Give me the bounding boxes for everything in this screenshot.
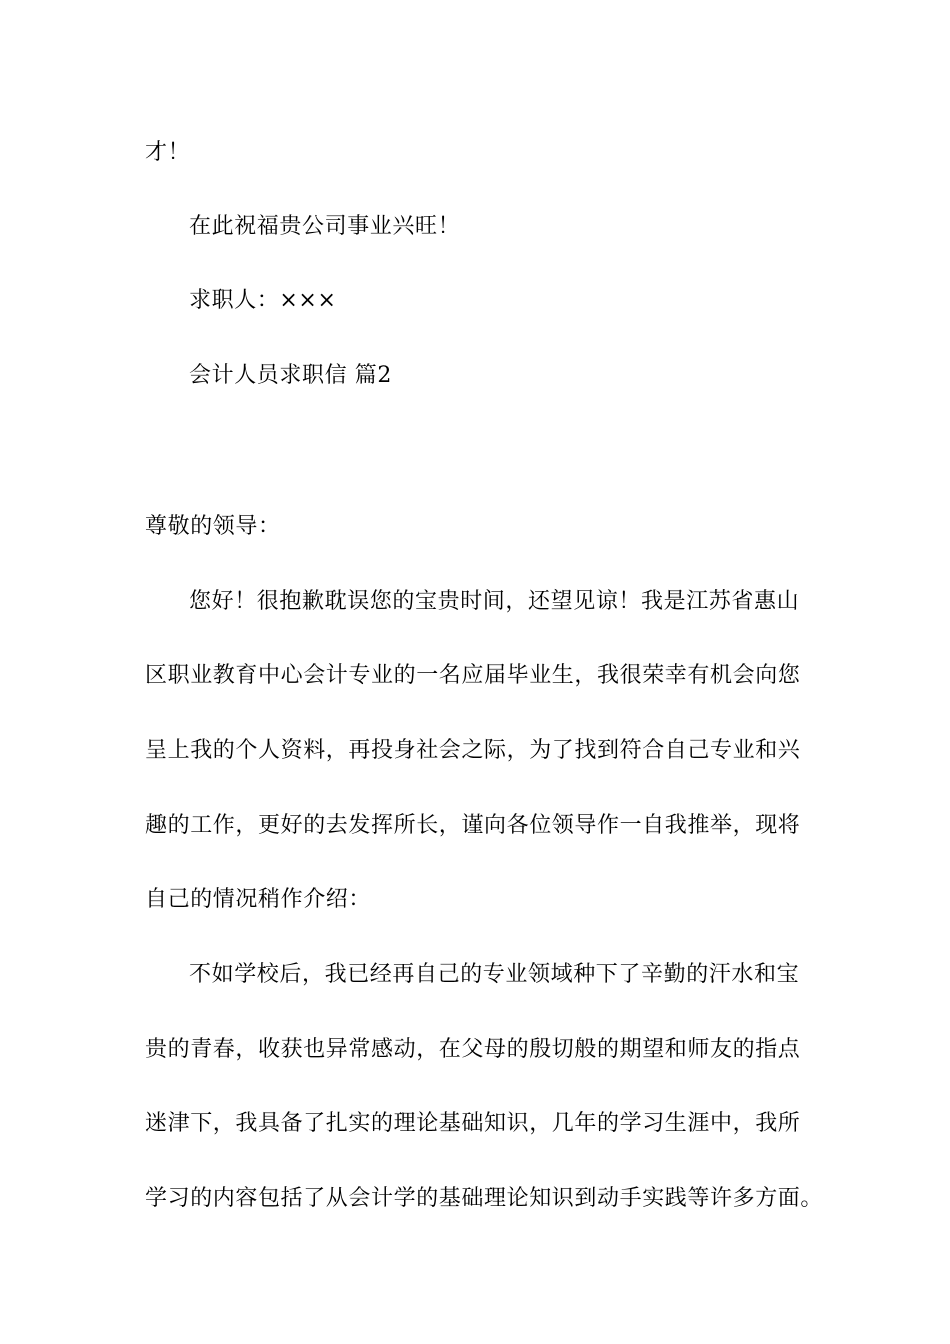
text-line-paragraph: 贵的青春，收获也异常感动，在父母的殷切般的期望和师友的指点 xyxy=(145,1037,801,1062)
text-line-paragraph: 区职业教育中心会计专业的一名应届毕业生，我很荣幸有机会向您 xyxy=(145,663,801,688)
text-line-paragraph: 不如学校后，我已经再自己的专业领域种下了辛勤的汗水和宝 xyxy=(189,962,800,987)
text-line-paragraph: 迷津下，我具备了扎实的理论基础知识，几年的学习生涯中，我所 xyxy=(145,1111,801,1136)
text-line-paragraph: 学习的内容包括了从会计学的基础理论知识到动手实践等许多方面。 xyxy=(145,1186,824,1211)
text-line-blessing: 在此祝福贵公司事业兴旺！ xyxy=(189,214,461,239)
text-line-paragraph: 您好！很抱歉耽误您的宝贵时间，还望见谅！我是江苏省惠山 xyxy=(189,589,800,614)
section-heading: 会计人员求职信 篇2 xyxy=(189,363,392,388)
text-line-paragraph: 自己的情况稍作介绍： xyxy=(145,887,372,912)
text-line-continuation: 才！ xyxy=(145,140,191,165)
text-line-salutation: 尊敬的领导： xyxy=(145,514,281,539)
text-line-applicant: 求职人：××× xyxy=(189,288,337,313)
text-line-paragraph: 趣的工作，更好的去发挥所长，谨向各位领导作一自我推举，现将 xyxy=(145,813,801,838)
text-line-paragraph: 呈上我的个人资料，再投身社会之际，为了找到符合自己专业和兴 xyxy=(145,738,801,763)
